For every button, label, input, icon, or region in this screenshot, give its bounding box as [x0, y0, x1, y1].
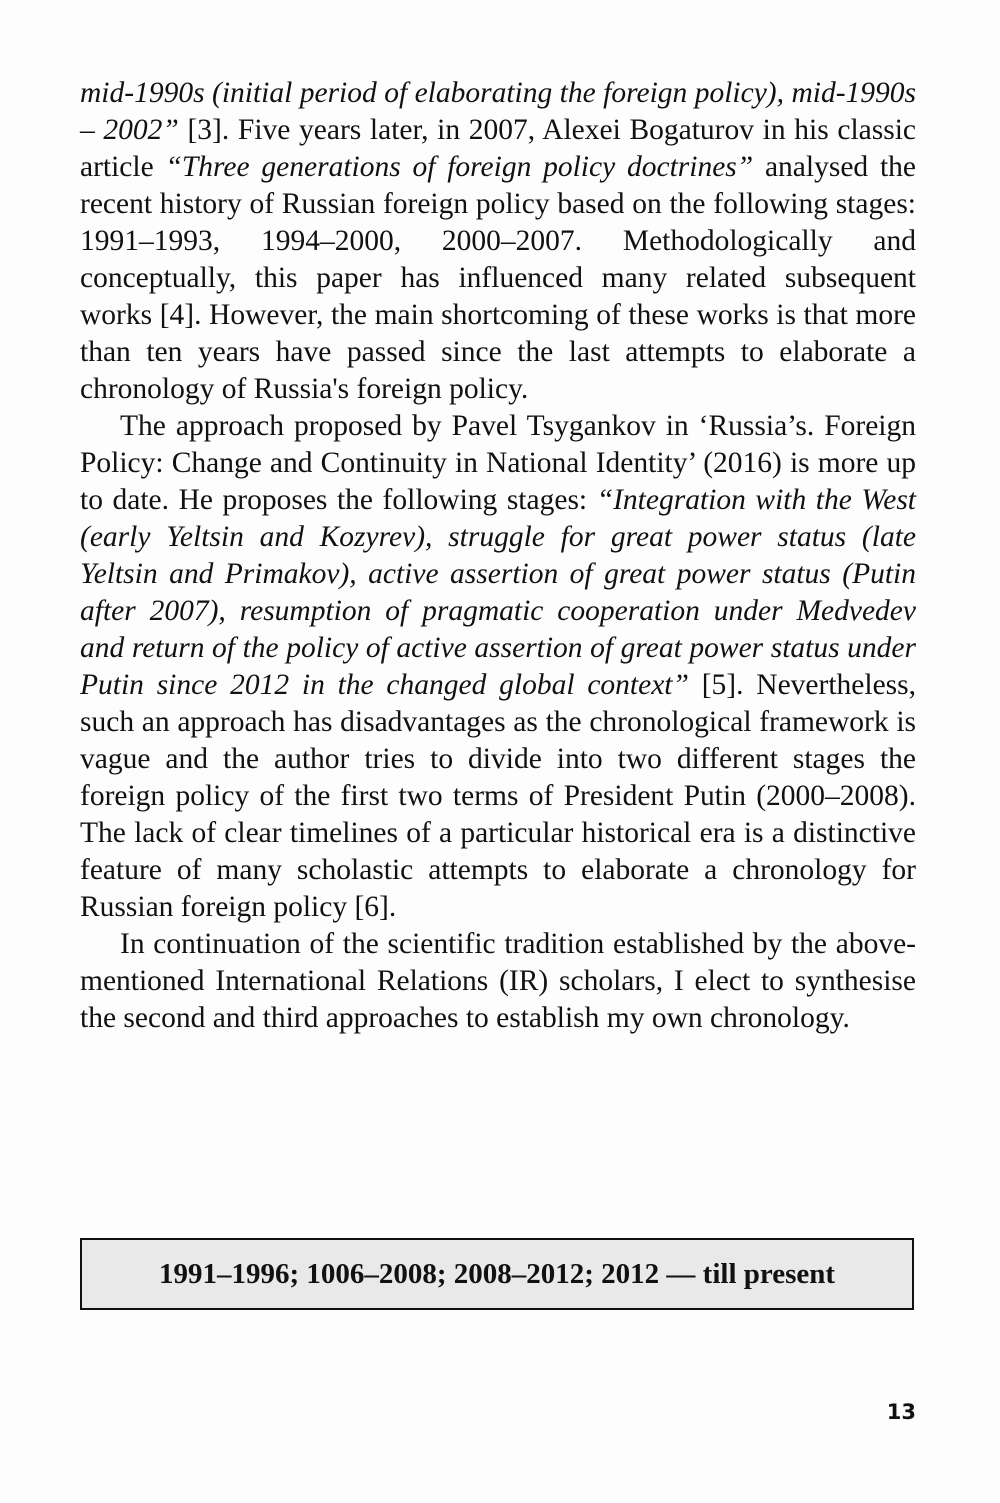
paragraph-1 — [80, 75, 916, 408]
chronology-box — [80, 1238, 914, 1310]
bogaturov-analysis: analysed the recent history of Russian foreign policy based on the following stages: 1991–1993, 1994–2000, 2000–2007. Methodologically and conceptually, this paper has influenced many related subsequent works [4]. However, the main shortcoming of these works is that more than ten years have passed since the last attempts to elaborate a chronology of Russia's foreign policy. — [80, 151, 916, 405]
paragraph-2 — [80, 408, 916, 926]
tsygankov-critique: [5]. Nevertheless, such an approach has disadvantages as the chronological framework is vague and the author tries to divide into two different stages the foreign policy of the first two terms of President Putin (2000–2008). The lack of clear timelines of a particular historical era is a distinctive feature of many scholastic attempts to elaborate a chronology for Russian foreign policy [6]. — [80, 669, 916, 923]
tsygankov-intro: The approach proposed by Pavel Tsygankov in ‘Russia’s. Foreign Policy: Change and Continuity in National Identity’ (2016) is more up to date. He proposes the following stages: — [80, 410, 916, 516]
paragraph-3: In continuation of the scientific tradition established by the above-mentioned International Relations (IR) scholars, I elect to synthesise the second and third approaches to establish my own chronology. — [80, 928, 916, 1034]
body-text — [80, 75, 916, 1037]
article-title: “Three generations of foreign policy doctrines” — [165, 151, 754, 183]
bogaturov-text: [3]. Five years later, in 2007, Alexei Bogaturov in his classic article — [80, 114, 916, 183]
chronology-text: 1991–1996; 1006–2008; 2008–2012; 2012 — till present — [158, 1257, 836, 1290]
quote-stages-continued: mid-1990s (initial period of elaborating the foreign policy), mid-1990s – 2002” — [80, 77, 916, 146]
page-number: 13 — [886, 1400, 916, 1424]
tsygankov-quote: “Integration with the West (early Yeltsin and Kozyrev), struggle for great power status (late Yeltsin and Primakov), active assertion of great power status (Putin after 2007), resumption of pragmatic cooperation under Medvedev and return of the policy of active assertion of great power status under Putin since 2012 in the changed global context” — [80, 484, 916, 701]
